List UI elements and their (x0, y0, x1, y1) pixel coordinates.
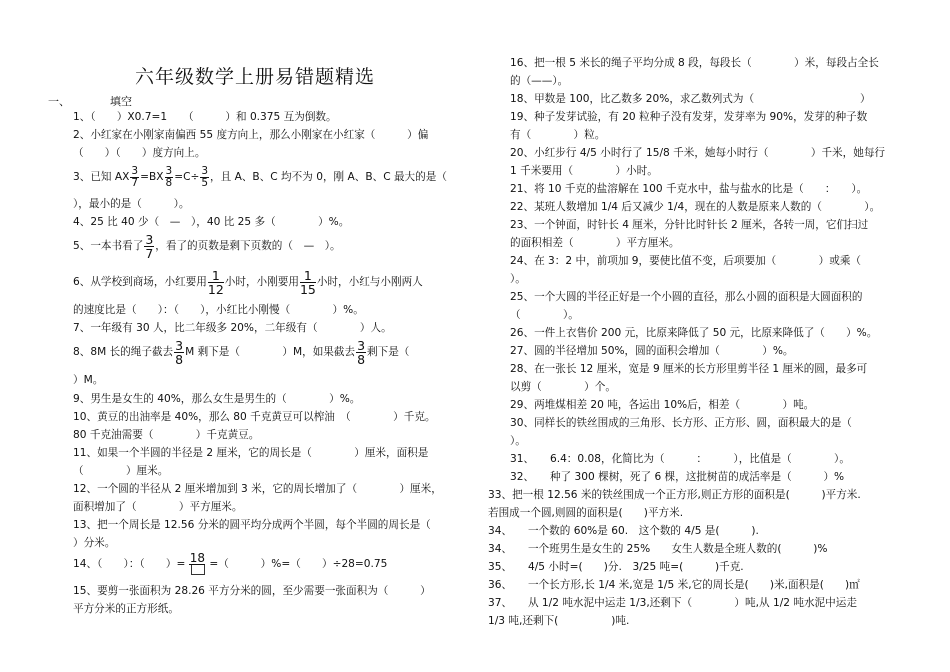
question-16: 16、把一根 5 米长的绳子平均分成 8 段，每段长（ ）米，每段占全长 (510, 57, 879, 69)
question-1: 1、（ ）X0.7=1 （ ）和 0.375 互为倒数。 (73, 111, 337, 123)
q8-fraction-1: $\frac{3}{8}$ (175, 337, 184, 367)
question-23-cont: 的面积相差（ ）平方厘米。 (510, 237, 680, 249)
q8-text-a: 8、8M 长的绳子截去 (73, 346, 174, 358)
question-30: 30、同样长的铁丝围成的三角形、长方形、正方形、圆，面积最大的是（ (510, 417, 852, 429)
question-23: 23、一个钟面，时针长 4 厘米，分针比时针长 2 厘米，各转一周，它们扫过 (510, 219, 869, 231)
q3-text-a: 3、已知 AX (73, 171, 130, 183)
question-13-cont: ）分米。 (73, 537, 116, 549)
question-10-cont: 80 千克油需要（ ）千克黄豆。 (73, 429, 260, 441)
q3-fraction-1: $\frac{3}{7}$ (131, 164, 139, 189)
question-24: 24、在 3：2 中，前项加 9，要使比值不变，后项要加（ ）或乘（ (510, 255, 862, 267)
question-13: 13、把一个周长是 12.56 分米的圆平均分成两个半圆，每个半圆的周长是（ (73, 519, 431, 531)
question-15-cont: 平方分米的正方形纸。 (73, 603, 179, 615)
question-31: 31、 6.4：0.08，化简比为（ ： ），比值是（ ）。 (510, 453, 850, 465)
question-33: 33、把一根 12.56 米的铁丝围成一个正方形,则正方形的面积是( )平方米. (488, 489, 861, 501)
question-19-cont: 有（ ）粒。 (510, 129, 606, 141)
question-10: 10、黄豆的出油率是 40%，那么 80 千克黄豆可以榨油 （ ）千克。 (73, 411, 436, 423)
question-18: 18、甲数是 100，比乙数多 20%，求乙数列式为（ ） (510, 93, 871, 105)
question-37: 37、 从 1/2 吨水泥中运走 1/3,还剩下（ ）吨,从 1/2 吨水泥中运走 (488, 597, 857, 609)
question-28: 28、在一张长 12 厘米，宽是 9 厘米的长方形里剪半径 1 厘米的圆，最多可 (510, 363, 868, 375)
question-12: 12、一个圆的半径从 2 厘米增加到 3 米，它的周长增加了（ ）厘米， (73, 483, 442, 495)
q5-fraction: $\frac{3}{7}$ (145, 231, 154, 261)
question-29: 29、两堆煤相差 20 吨，各运出 10%后，相差（ ）吨。 (510, 399, 815, 411)
q3-fraction-3: $\frac{3}{5}$ (201, 164, 209, 189)
question-4: 4、25 比 40 少（ — ），40 比 25 多（ ）%。 (73, 216, 350, 228)
question-8-cont: ）M。 (73, 374, 104, 386)
q14-blank-box (191, 565, 205, 575)
question-2: 2、小红家在小刚家南偏西 55 度方向上，那么小刚家在小红家（ ）偏 (73, 129, 429, 141)
question-8 (73, 338, 409, 366)
section-heading (48, 93, 132, 109)
question-27: 27、圆的半径增加 50%，圆的面积会增加（ ）%。 (510, 345, 794, 357)
question-11: 11、如果一个半圆的半径是 2 厘米，它的周长是（ ）厘米，面积是 (73, 447, 429, 459)
q6-fraction-2: $\frac{1}{15}$ (299, 267, 316, 297)
question-12-cont: 面积增加了（ ）平方厘米。 (73, 501, 243, 513)
document-title: 六年级数学上册易错题精选 (135, 66, 376, 88)
q8-text-c: 剩下是（ (367, 346, 410, 358)
question-25-cont: （ ）。 (510, 309, 579, 321)
question-6 (73, 268, 423, 296)
question-36: 36、 一个长方形,长 1/4 米,宽是 1/5 米,它的周长是( )米,面积是( )㎡ (488, 579, 860, 591)
question-24-cont: ）。 (510, 273, 526, 285)
q14-text-b: =（ ）%=（ ）÷28=0.75 (209, 558, 388, 570)
q14-text-a: 14、（ ）：（ ）= (73, 558, 186, 570)
q3-text-c: =C÷ (174, 171, 200, 183)
section-number: 一、 (48, 95, 70, 108)
question-7: 7、一年级有 30 人，比二年级多 20%，二年级有（ ）人。 (73, 322, 392, 334)
question-35: 35、 4/5 小时=( )分. 3/25 吨=( )千克. (488, 561, 744, 573)
question-16-cont: 的（——）。 (510, 75, 569, 87)
question-9: 9、男生是女生的 40%，那么女生是男生的（ ）%。 (73, 393, 361, 405)
question-32: 32、 种了 300 棵树，死了 6 棵，这批树苗的成活率是（ ）% (510, 471, 845, 483)
question-14 (73, 551, 387, 577)
question-5 (73, 232, 341, 260)
question-21: 21、将 10 千克的盐溶解在 100 千克水中，盐与盐水的比是（ ： ）。 (510, 183, 868, 195)
section-label: 填空 (110, 95, 132, 108)
question-26: 26、一件上衣售价 200 元，比原来降低了 50 元，比原来降低了（ ）%。 (510, 327, 878, 339)
question-2-cont: （ ）（ ）度方向上。 (73, 147, 206, 159)
q6-fraction-1: $\frac{1}{12}$ (207, 267, 224, 297)
question-28-cont: 以剪（ ）个。 (510, 381, 616, 393)
q8-text-b: M 剩下是（ ）M，如果截去 (185, 346, 356, 358)
question-37-cont: 1/3 吨,还剩下( )吨. (488, 615, 630, 627)
q5-text-a: 5、一本书看了 (73, 240, 144, 252)
q6-text-b: 小时，小刚要用 (224, 276, 299, 288)
q6-text-c: 小时，小红与小刚两人 (316, 276, 423, 288)
question-3-cont: ），最小的是（ ）。 (73, 198, 190, 210)
q5-text-b: ，看了的页数是剩下页数的（ — ）。 (155, 240, 341, 252)
q3-text-d: ，且 A、B、C 均不为 0，刚 A、B、C 最大的是（ (210, 171, 447, 183)
q3-text-b: =BX (140, 171, 164, 183)
question-11-cont: （ ）厘米。 (73, 465, 169, 477)
question-15: 15、要剪一张面积为 28.26 平方分米的圆，至少需要一张面积为（ ） (73, 585, 431, 597)
question-34a: 34、 一个数的 60%是 60. 这个数的 4/5 是( ). (488, 525, 759, 537)
q14-fraction: 18 (189, 553, 205, 576)
question-19: 19、种子发芽试验，有 20 粒种子没有发芽，发芽率为 90%，发芽的种子数 (510, 111, 868, 123)
q8-fraction-2: $\frac{3}{8}$ (357, 337, 366, 367)
question-3 (73, 164, 447, 190)
question-22: 22、某班人数增加 1/4 后又减少 1/4，现在的人数是原来人数的（ ）。 (510, 201, 881, 213)
q6-text-a: 6、从学校到商场，小红要用 (73, 276, 207, 288)
question-30-cont: ）。 (510, 435, 526, 447)
question-25: 25、一个大圆的半径正好是一个小圆的直径，那么小圆的面积是大圆面积的 (510, 291, 863, 303)
question-20-cont: 1 千米要用（ ）小时。 (510, 165, 658, 177)
question-6-cont: 的速度比是（ ）：（ ），小红比小刚慢（ ）%。 (73, 304, 364, 316)
question-34b: 34、 一个班男生是女生的 25% 女生人数是全班人数的( )% (488, 543, 828, 555)
q3-fraction-2: $\frac{3}{8}$ (165, 164, 173, 189)
question-33-cont: 若围成一个圆,则圆的面积是( )平方米. (488, 507, 684, 519)
question-20: 20、小红步行 4/5 小时行了 15/8 千米，她每小时行（ ）千米，她每行 (510, 147, 886, 159)
